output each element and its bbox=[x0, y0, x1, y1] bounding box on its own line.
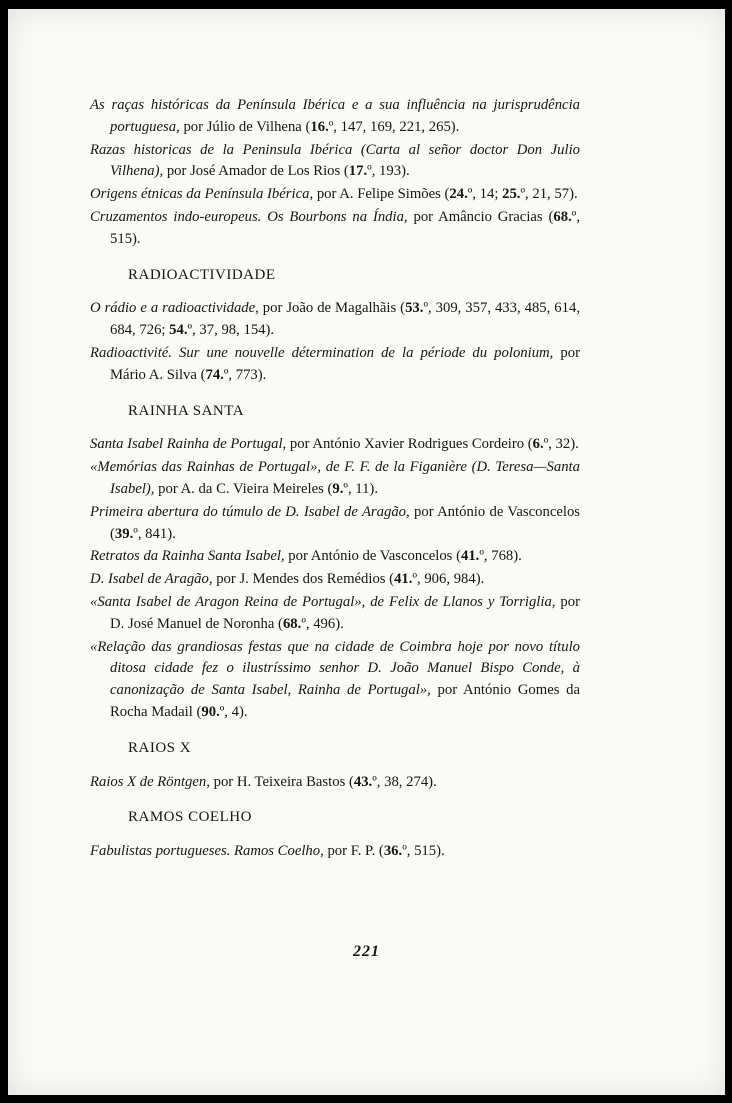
entry-title: Cruzamentos indo-europeus. Os Bourbons na Índia, bbox=[90, 208, 408, 225]
page-refs: º, 21, 57). bbox=[520, 186, 578, 203]
volume-number: 54. bbox=[169, 322, 188, 339]
entry-author: por António Xavier Rodrigues Cordeiro ( bbox=[286, 436, 533, 453]
entry-title: Raios X de Röntgen, bbox=[90, 773, 210, 790]
bibliography-entry bbox=[90, 207, 580, 251]
volume-number: 68. bbox=[282, 615, 302, 632]
entry-author: por João de Magalhãis ( bbox=[258, 300, 406, 317]
bibliography-entry bbox=[90, 343, 580, 387]
volume-number: 25. bbox=[502, 186, 521, 203]
entry-title: Origens étnicas da Península Ibérica, bbox=[90, 186, 314, 203]
entry-author: por Júlio de Vilhena ( bbox=[179, 118, 311, 135]
entry-author: por J. Mendes dos Remédios ( bbox=[212, 571, 395, 588]
entry-title: Fabulistas portugueses. Ramos Coelho, bbox=[90, 843, 324, 860]
scanned-page bbox=[8, 9, 725, 1095]
volume-number: 43. bbox=[353, 773, 373, 790]
volume-number: 36. bbox=[383, 843, 403, 860]
volume-number: 41. bbox=[460, 548, 480, 565]
bibliography-index bbox=[90, 95, 580, 864]
entry-author: por Mário A. Silva ( bbox=[110, 344, 580, 383]
entry-title: Razas historicas de la Peninsula Ibérica (Carta al señor doctor Don Julio Vilhena), bbox=[90, 141, 580, 180]
bibliography-entry bbox=[90, 434, 580, 456]
page-refs: º, 515). bbox=[110, 208, 580, 247]
bibliography-entry bbox=[90, 592, 580, 636]
page-number: 221 bbox=[353, 943, 380, 960]
page-refs: º, 906, 984). bbox=[412, 571, 485, 588]
volume-number: 9. bbox=[332, 480, 344, 497]
page-refs: º, 773). bbox=[223, 366, 267, 383]
entry-title: Retratos da Rainha Santa Isabel, bbox=[90, 548, 285, 565]
page-refs: º, 147, 169, 221, 265). bbox=[328, 118, 460, 135]
entry-author: por A. Felipe Simões ( bbox=[313, 186, 450, 203]
section-heading: RADIOACTIVIDADE bbox=[128, 266, 276, 283]
entry-title: Santa Isabel Rainha de Portugal, bbox=[90, 436, 287, 453]
entry-title: «Relação das grandiosas festas que na cidade de Coimbra hoje por novo título ditosa cidade fez o ilustríssimo senhor D. João Manuel Bispo Conde, à canonização de Santa Isabel, Rainha de Portugal», bbox=[90, 638, 580, 699]
volume-number: 39. bbox=[114, 525, 134, 542]
entry-title: «Memórias das Rainhas de Portugal», de F. F. de la Figanière (D. Teresa—Santa Isabel), bbox=[90, 459, 580, 497]
page-refs: º, 768). bbox=[479, 548, 522, 565]
page-refs: º, 38, 274). bbox=[372, 773, 437, 790]
entry-author: por A. da C. Vieira Meireles ( bbox=[154, 480, 333, 497]
page-refs: º, 4). bbox=[219, 703, 248, 720]
bibliography-entry bbox=[90, 841, 580, 863]
page-refs: º, 11). bbox=[343, 480, 378, 497]
entry-title: Radioactivité. Sur une nouvelle détermination de la période du polonium, bbox=[90, 344, 554, 361]
volume-number: 6. bbox=[532, 436, 544, 453]
entry-author: por F. P. ( bbox=[323, 843, 384, 860]
page-refs: º, 496). bbox=[301, 615, 344, 632]
volume-number: 53. bbox=[405, 300, 424, 317]
bibliography-entry bbox=[90, 569, 580, 591]
entry-title: Primeira abertura do túmulo de D. Isabel de Aragão, bbox=[90, 503, 410, 520]
volume-number: 24. bbox=[449, 186, 468, 203]
entry-author: por António de Vasconcelos ( bbox=[110, 503, 581, 542]
bibliography-entry bbox=[90, 140, 580, 184]
page-refs: º, 841). bbox=[133, 525, 176, 542]
page-refs: º, 515). bbox=[402, 843, 445, 860]
entry-title: «Santa Isabel de Aragon Reina de Portugal», de Felix de Llanos y Torriglia, bbox=[90, 593, 556, 610]
section-heading: RAMOS COELHO bbox=[128, 809, 252, 826]
entry-author: por D. José Manuel de Noronha ( bbox=[110, 593, 580, 632]
section-heading: RAINHA SANTA bbox=[128, 402, 245, 419]
bibliography-entry bbox=[90, 298, 580, 342]
volume-number: 68. bbox=[553, 208, 572, 225]
bibliography-entry bbox=[90, 502, 580, 546]
entry-title: O rádio e a radioactividade, bbox=[90, 300, 259, 317]
entry-author: por Amâncio Gracias ( bbox=[407, 208, 554, 225]
entry-author: por José Amador de Los Rios ( bbox=[163, 163, 349, 180]
bibliography-entry bbox=[90, 546, 580, 568]
volume-number: 74. bbox=[205, 366, 224, 383]
bibliography-entry bbox=[90, 637, 580, 724]
volume-number: 17. bbox=[348, 163, 368, 180]
page-refs: º, 309, 357, 433, 485, 614, 684, 726; bbox=[110, 300, 580, 339]
bibliography-entry bbox=[90, 772, 580, 794]
entry-author: por António Gomes da Rocha Madail ( bbox=[110, 682, 580, 720]
entry-title: As raças históricas da Península Ibérica e a sua influência na jurisprudência portuguesa, bbox=[90, 97, 580, 135]
bibliography-entry bbox=[90, 457, 580, 501]
page-refs: º, 37, 98, 154). bbox=[187, 322, 275, 339]
entry-author: por H. Teixeira Bastos ( bbox=[209, 773, 354, 790]
page-refs: º, 32). bbox=[543, 436, 579, 453]
section-heading: RAIOS X bbox=[128, 739, 192, 756]
volume-number: 41. bbox=[394, 571, 413, 588]
volume-number: 16. bbox=[310, 118, 329, 135]
entry-author: por António de Vasconcelos ( bbox=[284, 548, 461, 565]
bibliography-entry bbox=[90, 95, 580, 139]
bibliography-entry bbox=[90, 184, 580, 206]
volume-number: 90. bbox=[201, 703, 220, 720]
page-refs: º, 193). bbox=[367, 163, 410, 180]
page-refs: º, 14; bbox=[467, 186, 503, 203]
entry-title: D. Isabel de Aragão, bbox=[90, 571, 213, 588]
